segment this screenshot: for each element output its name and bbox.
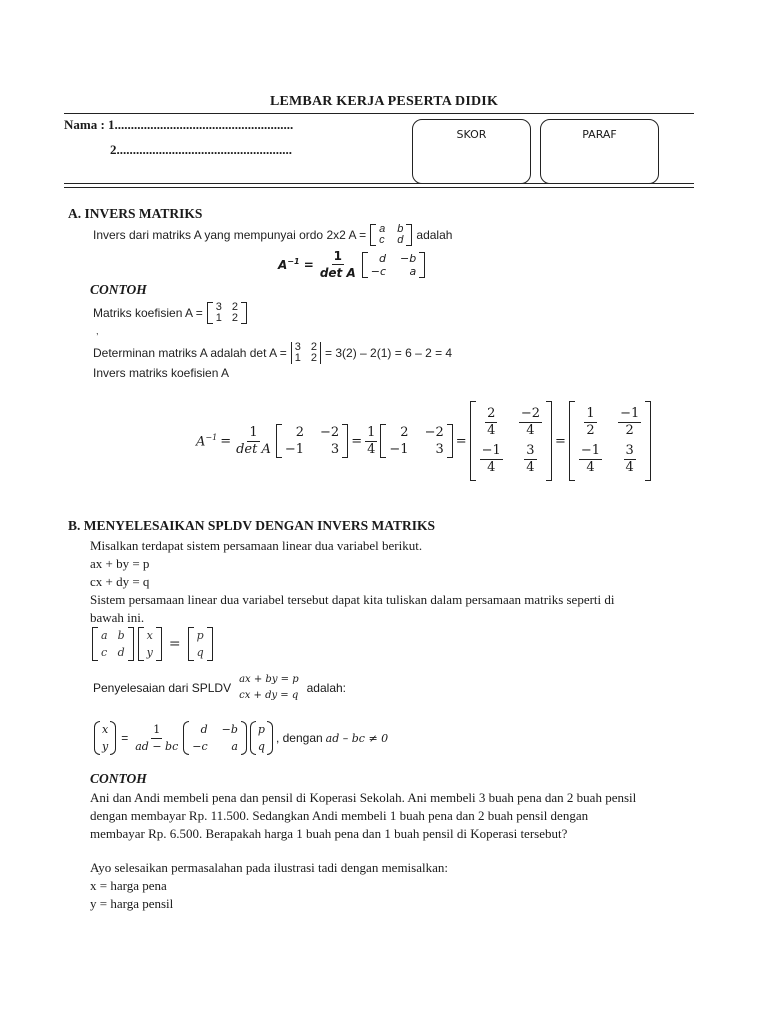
example-a-label: CONTOH: [90, 282, 147, 297]
solution-text: Penyelesaian dari SPLDV: [93, 681, 232, 695]
intro-line: bawah ini.: [90, 610, 145, 625]
condition: ad – bc ≠ 0: [325, 731, 389, 745]
equation-line-2: cx + dy = q: [90, 574, 150, 589]
condition-prefix: , dengan: [275, 731, 323, 745]
example-setup: [90, 859, 705, 913]
inverse-coef-text: Invers matriks koefisien A: [93, 366, 230, 380]
setup-line: Ayo selesaikan permasalahan pada ilustrasi tadi dengan memisalkan:: [90, 860, 448, 875]
intro-line: Misalkan terdapat sistem persamaan linear dua variabel berikut.: [90, 538, 423, 553]
example-b-label: CONTOH: [90, 771, 147, 786]
inverse-definition-text: Invers dari matriks A yang mempunyai ordo 2x2 A =: [93, 228, 367, 242]
name-line-1: Nama : 1.......................................................: [64, 117, 294, 132]
variable-y-definition: y = harga pensil: [90, 896, 174, 911]
header-rule-bottom-2: [64, 187, 694, 188]
system-eq-1: ax + by = p: [239, 674, 299, 685]
problem-line: membayar Rp. 6.500. Berapakah harga 1 buah pena dan 1 buah pensil di Koperasi tersebut?: [90, 826, 568, 841]
problem-line: Ani dan Andi membeli pena dan pensil di Koperasi Sekolah. Ani membeli 3 buah pena dan 2 buah pensil: [90, 790, 637, 805]
section-b-intro: [90, 537, 700, 627]
section-a-heading: A. INVERS MATRIKS: [68, 206, 203, 221]
coefficient-matrix-line: Matriks koefisien A = 3 2 1 2: [93, 302, 247, 324]
inverse-definition: [93, 224, 452, 246]
equation-line-1: ax + by = p: [90, 556, 150, 571]
score-label: SKOR: [456, 128, 487, 141]
example-problem: [90, 789, 705, 843]
sign-label: PARAF: [582, 128, 617, 141]
stray-mark: ,: [96, 326, 99, 336]
determinant-line: Determinan matriks A adalah det A = 3 2 1 2 = 3(2) – 2(1) = 6 – 2 = 4: [93, 341, 453, 364]
problem-line: dengan membayar Rp. 11.500. Sedangkan Andi membeli 1 buah pena dan 2 buah pensil dengan: [90, 808, 589, 823]
name-line-2: 2......................................................: [110, 142, 292, 157]
variable-x-definition: x = harga pena: [90, 878, 167, 893]
score-box: [412, 119, 531, 184]
solution-intro: [93, 672, 346, 704]
inverse-formula: $A^{-1}$ = $\frac{1}{\text{det A}}$ d −b −c a: [278, 248, 425, 281]
system-eq-2: cx + dy = q: [239, 690, 299, 701]
inverse-computation: $A^{-1}$ = $\frac{1}{\text{det A}}$ 2 −2 −1 3 = $\frac{1}{4}$ 2 −2 −1 3 = $\frac{2}{4}$ $\frac{-2}{4}$ $\frac{-1}{4}$ $\frac{3}{4}$ = $\frac{1}{2}$ $\frac{-1}{2}$ $\frac{-1}{4}$ $\frac{3}{4}$: [196, 401, 651, 481]
determinant-result: = 3(2) – 2(1) = 6 – 2 = 4: [325, 346, 453, 360]
solution-formula: x y = $\frac{1}{ad - bc}$ d −b −c a p q , dengan ad – bc ≠ 0: [94, 721, 388, 755]
page-title: LEMBAR KERJA PESERTA DIDIK: [269, 94, 499, 109]
header-rule-bottom-1: [64, 183, 694, 184]
section-b-heading: B. MENYELESAIKAN SPLDV DENGAN INVERS MATRIKS: [68, 518, 436, 533]
header-rule-top: [64, 113, 694, 114]
determinant-text: Determinan matriks A adalah det A =: [93, 346, 287, 360]
matrix-abcd: a b c d: [370, 224, 412, 246]
inverse-definition-after: adalah: [416, 228, 453, 242]
coefficient-matrix-text: Matriks koefisien A =: [93, 306, 203, 320]
intro-line: Sistem persamaan linear dua variabel tersebut dapat kita tuliskan dalam persamaan matriks seperti di: [90, 592, 615, 607]
solution-adalah: adalah:: [306, 681, 346, 695]
matrix-equation: a b c d x y = p q: [92, 627, 213, 661]
sign-box: [540, 119, 659, 184]
